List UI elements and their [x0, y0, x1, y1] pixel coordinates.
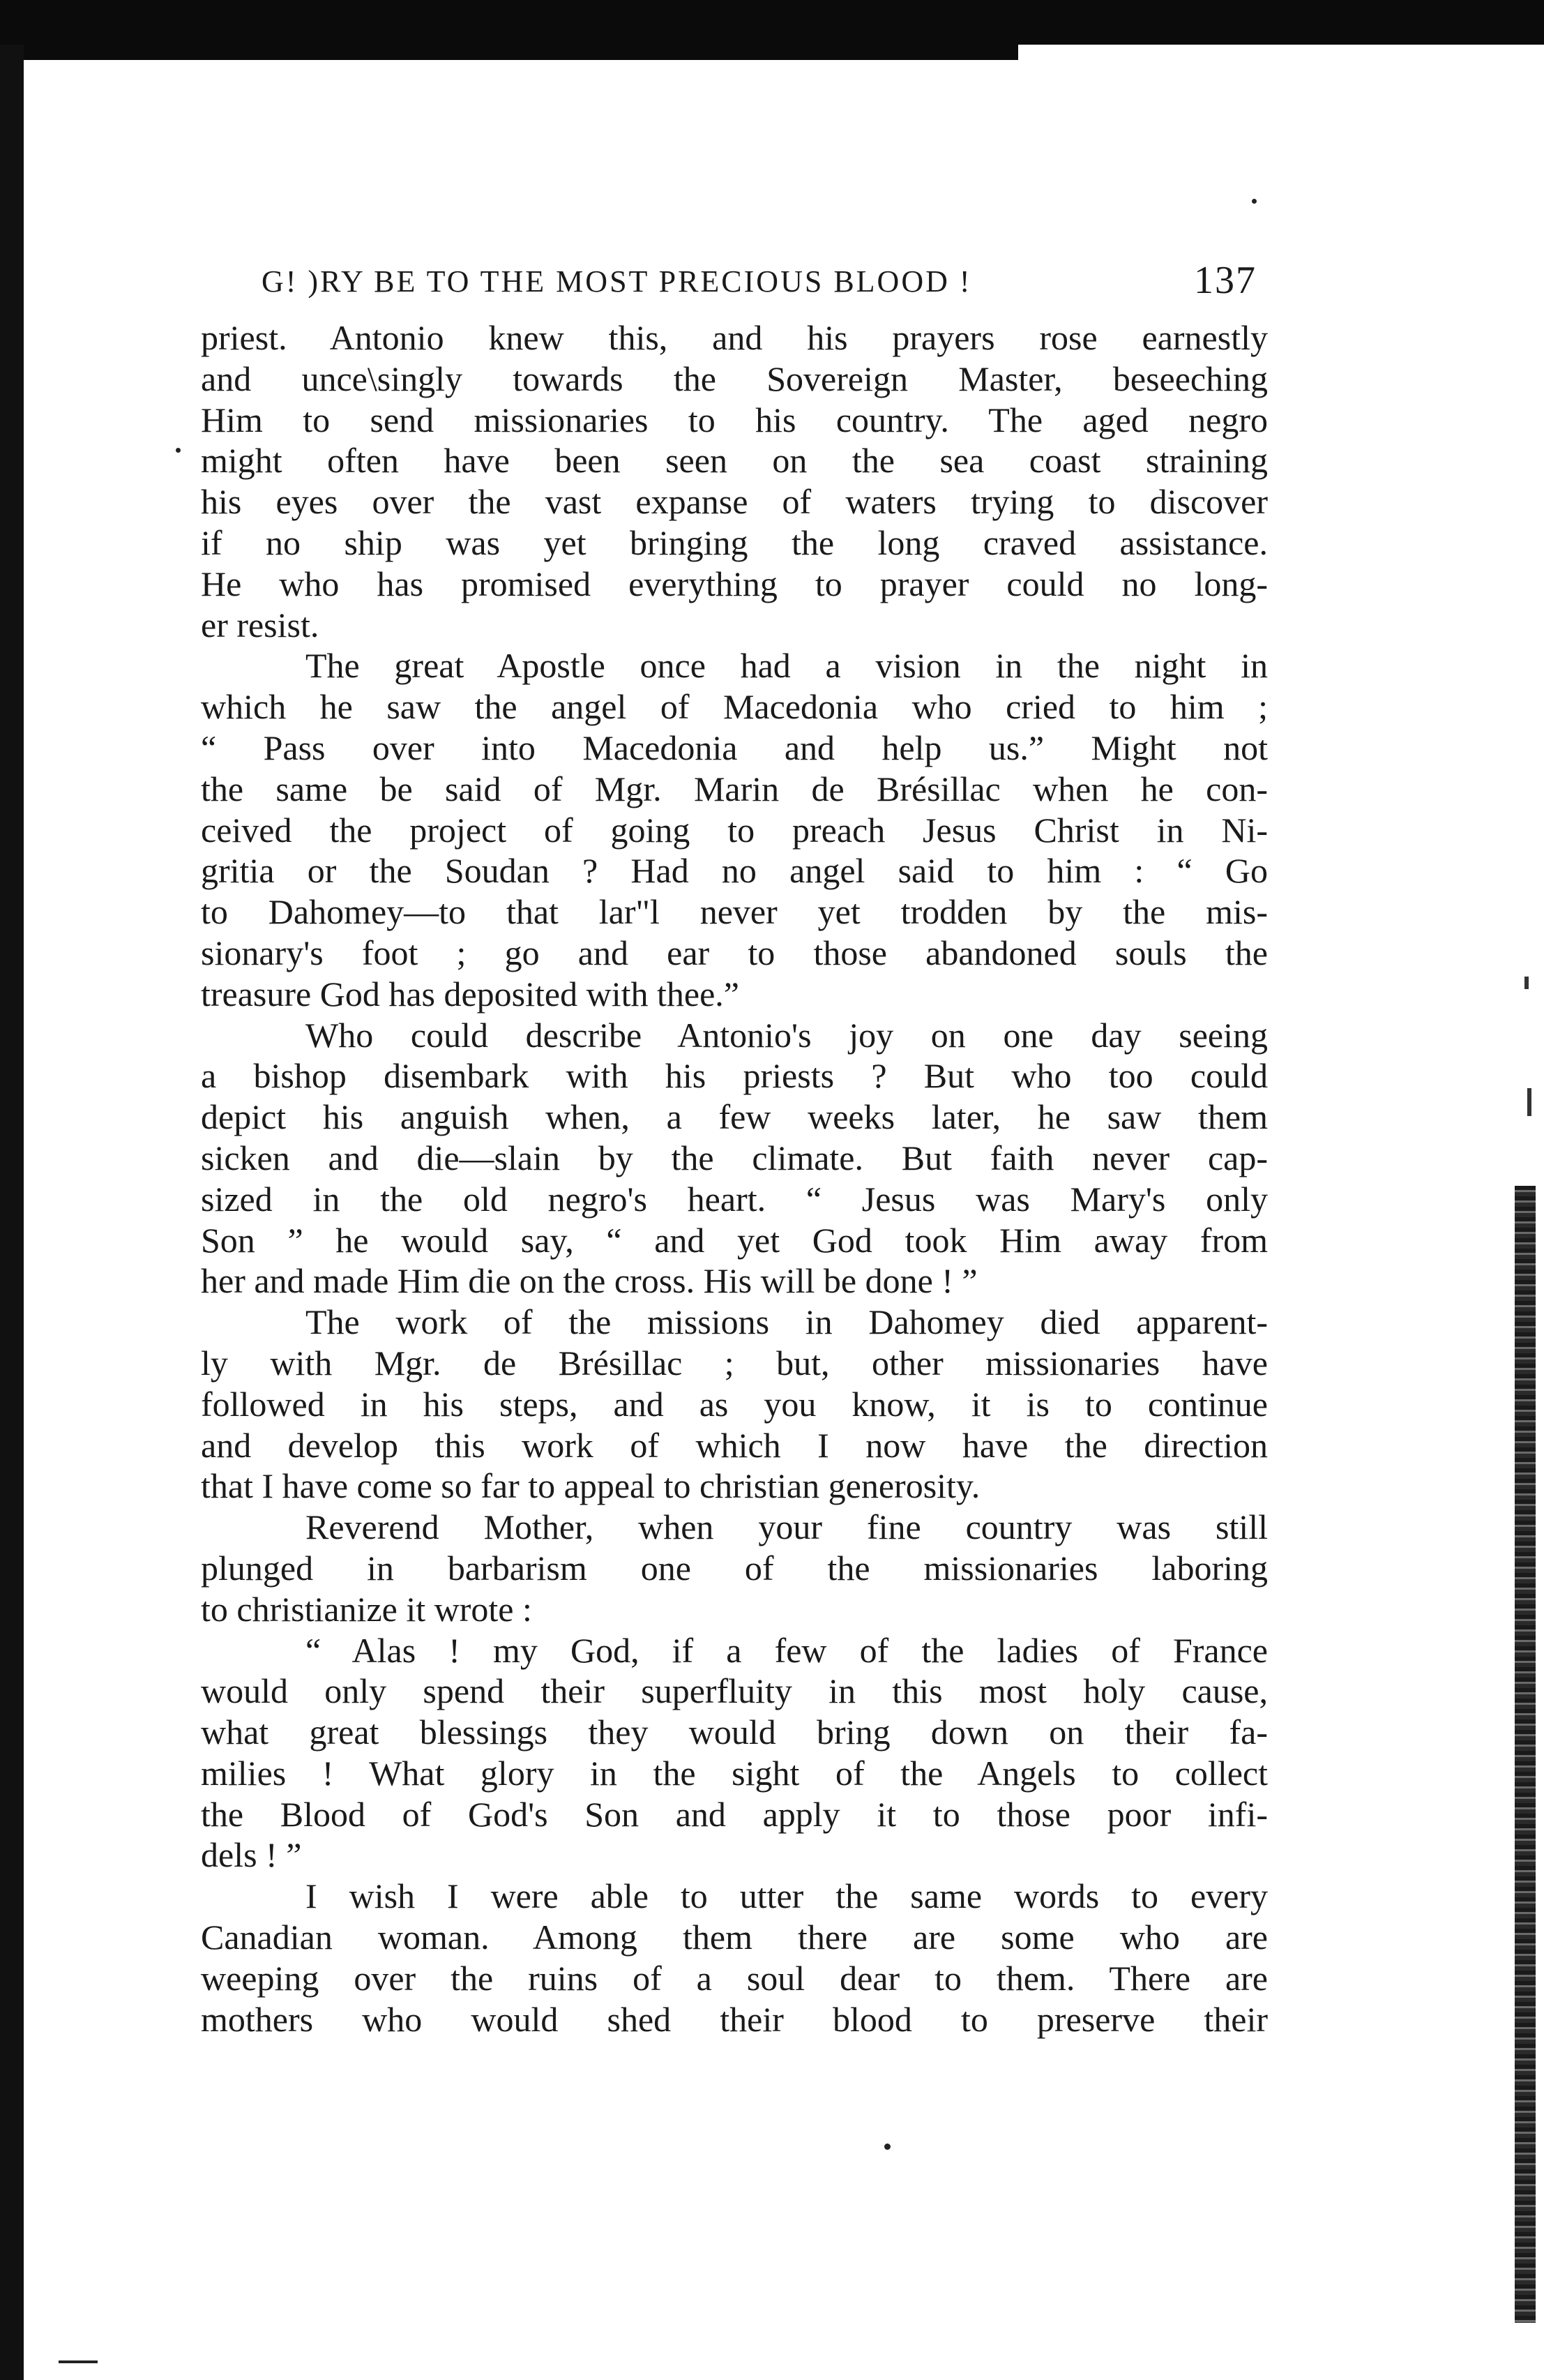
- text-line: He who has promised everything to prayer could no long-: [201, 564, 1268, 603]
- scan-speck: [176, 448, 181, 453]
- text-line: and develop this work of which I now have the direction: [201, 1425, 1268, 1465]
- text-line: Son ” he would say, “ and yet God took Him away from: [201, 1220, 1268, 1260]
- text-line: plunged in barbarism one of the missionaries laboring: [201, 1548, 1268, 1588]
- text-line: that I have come so far to appeal to christian generosity.: [201, 1466, 981, 1506]
- text-line: “ Alas ! my God, if a few of the ladies of France: [305, 1630, 1268, 1670]
- scan-left-border: [0, 45, 24, 2380]
- text-line: dels ! ”: [201, 1835, 302, 1875]
- text-line: Canadian woman. Among them there are some who are: [201, 1918, 1268, 1957]
- text-line: sicken and die—slain by the climate. But faith never cap-: [201, 1138, 1268, 1177]
- text-line: milies ! What glory in the sight of the Angels to collect: [201, 1753, 1268, 1793]
- text-line: er resist.: [201, 605, 319, 645]
- text-line: ly with Mgr. de Brésillac ; but, other missionaries have: [201, 1343, 1268, 1383]
- text-line: to christianize it wrote :: [201, 1589, 532, 1629]
- text-line: sized in the old negro's heart. “ Jesus was Mary's only: [201, 1179, 1268, 1219]
- text-line: if no ship was yet bringing the long craved assistance.: [201, 522, 1268, 562]
- text-line: The work of the missions in Dahomey died apparent-: [305, 1302, 1268, 1342]
- text-line: Who could describe Antonio's joy on one day seeing: [305, 1015, 1268, 1055]
- text-line: treasure God has deposited with thee.”: [201, 974, 739, 1014]
- text-line: ceived the project of going to preach Jesus Christ in Ni-: [201, 810, 1268, 850]
- text-line: to Dahomey—to that lar"l never yet trodden by the mis-: [201, 892, 1268, 932]
- text-line: gritia or the Soudan ? Had no angel said to him : “ Go: [201, 851, 1268, 891]
- scan-right-edge: [1515, 1186, 1536, 2323]
- scan-speck: [884, 2144, 891, 2150]
- scan-speck: [1527, 1088, 1531, 1116]
- text-line: Him to send missionaries to his country. The aged negro: [201, 400, 1268, 439]
- text-line: depict his anguish when, a few weeks later, he saw them: [201, 1097, 1268, 1137]
- text-line: the Blood of God's Son and apply it to those poor infi-: [201, 1794, 1268, 1834]
- text-line: might often have been seen on the sea coast straining: [201, 441, 1268, 481]
- text-line: his eyes over the vast expanse of waters trying to discover: [201, 482, 1268, 522]
- scan-speck: [1252, 199, 1257, 204]
- text-line: a bishop disembark with his priests ? But who too could: [201, 1056, 1268, 1096]
- text-line: weeping over the ruins of a soul dear to them. There are: [201, 1958, 1268, 1998]
- text-line: Reverend Mother, when your fine country was still: [305, 1507, 1268, 1547]
- text-line: the same be said of Mgr. Marin de Brésillac when he con-: [201, 769, 1268, 808]
- text-line: The great Apostle once had a vision in the night in: [305, 646, 1268, 686]
- scan-top-border-step: [0, 45, 1018, 60]
- text-line: what great blessings they would bring down on their fa-: [201, 1712, 1268, 1752]
- page-number: 137: [1194, 259, 1257, 302]
- text-line: her and made Him die on the cross. His will be done ! ”: [201, 1261, 978, 1301]
- text-line: priest. Antonio knew this, and his prayers rose earnestly: [201, 318, 1268, 357]
- scan-mark: [59, 2360, 98, 2363]
- text-line: I wish I were able to utter the same words to every: [305, 1876, 1268, 1916]
- text-line: which he saw the angel of Macedonia who cried to him ;: [201, 687, 1268, 727]
- running-title: G! )RY BE TO THE MOST PRECIOUS BLOOD !: [262, 264, 972, 299]
- text-line: sionary's foot ; go and ear to those abandoned souls the: [201, 933, 1268, 972]
- text-line: would only spend their superfluity in this most holy cause,: [201, 1671, 1268, 1711]
- body-text: [201, 317, 1268, 2040]
- scan-top-border: [0, 0, 1544, 45]
- scan-speck: [1524, 977, 1529, 989]
- text-line: followed in his steps, and as you know, it is to continue: [201, 1384, 1268, 1424]
- running-head: [262, 258, 1266, 307]
- text-line: and unce\singly towards the Sovereign Master, beseeching: [201, 359, 1268, 398]
- text-line: mothers who would shed their blood to preserve their: [201, 1999, 1268, 2039]
- text-line: “ Pass over into Macedonia and help us.” Might not: [201, 728, 1268, 767]
